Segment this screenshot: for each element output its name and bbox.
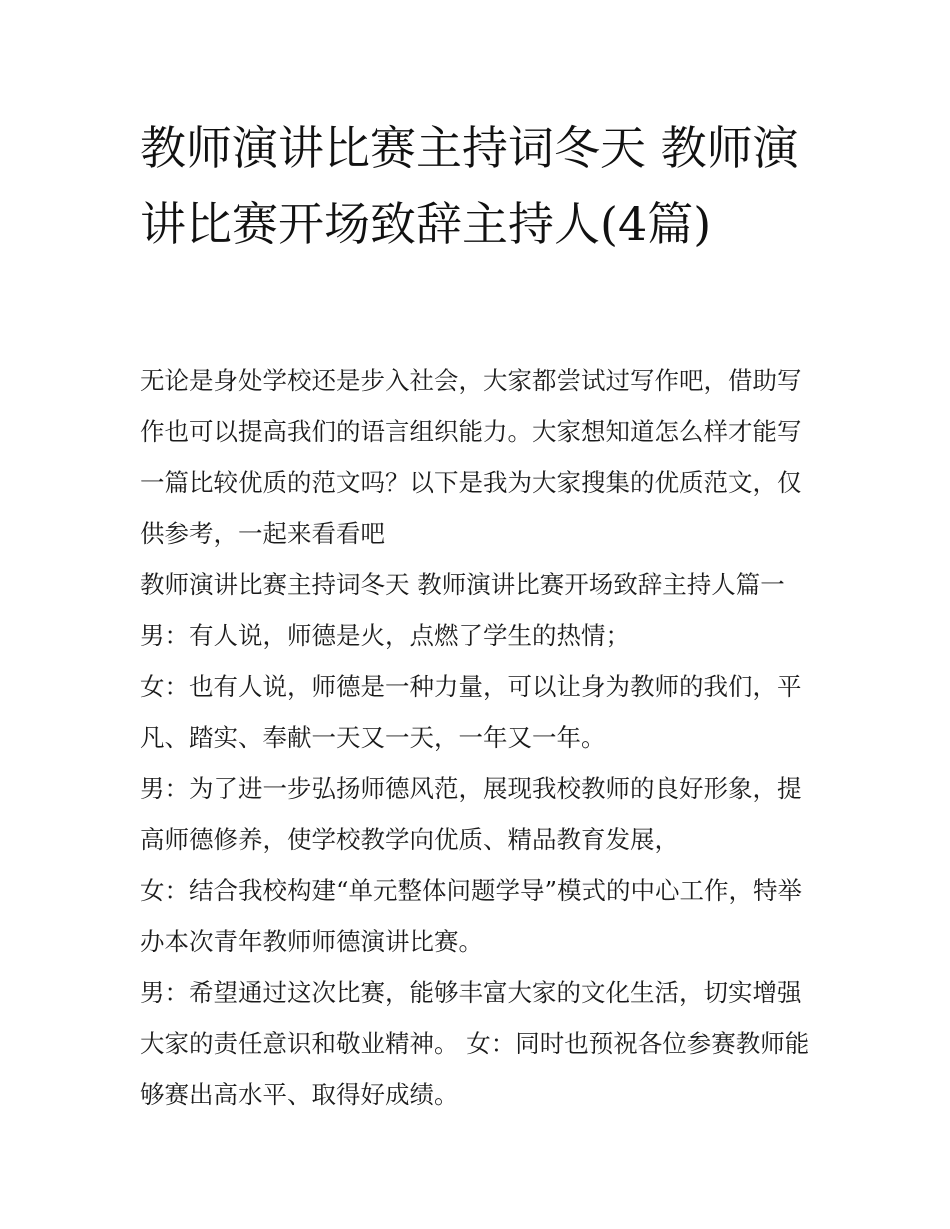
dialogue-paragraph: 男：希望通过这次比赛，能够丰富大家的文化生活，切实增强大家的责任意识和敬业精神。 女：同时也预祝各位参赛教师能够赛出高水平、取得好成绩。: [140, 978, 810, 1109]
dialogue-paragraph: 女：结合我校构建“单元整体问题学导”模式的中心工作，特举办本次青年教师师德演讲比赛。: [140, 876, 803, 956]
dialogue-paragraph: 女：也有人说，师德是一种力量，可以让身为教师的我们，平凡、踏实、奉献一天又一天，一年又一年。: [140, 672, 802, 752]
intro-paragraph: 无论是身处学校还是步入社会，大家都尝试过写作吧，借助写作也可以提高我们的语言组织能力。大家想知道怎么样才能写一篇比较优质的范文吗？以下是我为大家搜集的优质范文，仅供参考，一起来看看吧: [140, 366, 802, 548]
section-heading: 教师演讲比赛主持词冬天 教师演讲比赛开场致辞主持人篇一: [140, 570, 785, 599]
dialogue-paragraph: 男：为了进一步弘扬师德风范，展现我校教师的良好形象，提高师德修养，使学校教学向优质、精品教育发展，: [140, 774, 802, 854]
document-title: 教师演讲比赛主持词冬天 教师演讲比赛开场致辞主持人(4篇): [140, 121, 799, 251]
document-body: [140, 355, 815, 1120]
dialogue-paragraph: 男：有人说，师德是火，点燃了学生的热情；: [140, 621, 630, 650]
